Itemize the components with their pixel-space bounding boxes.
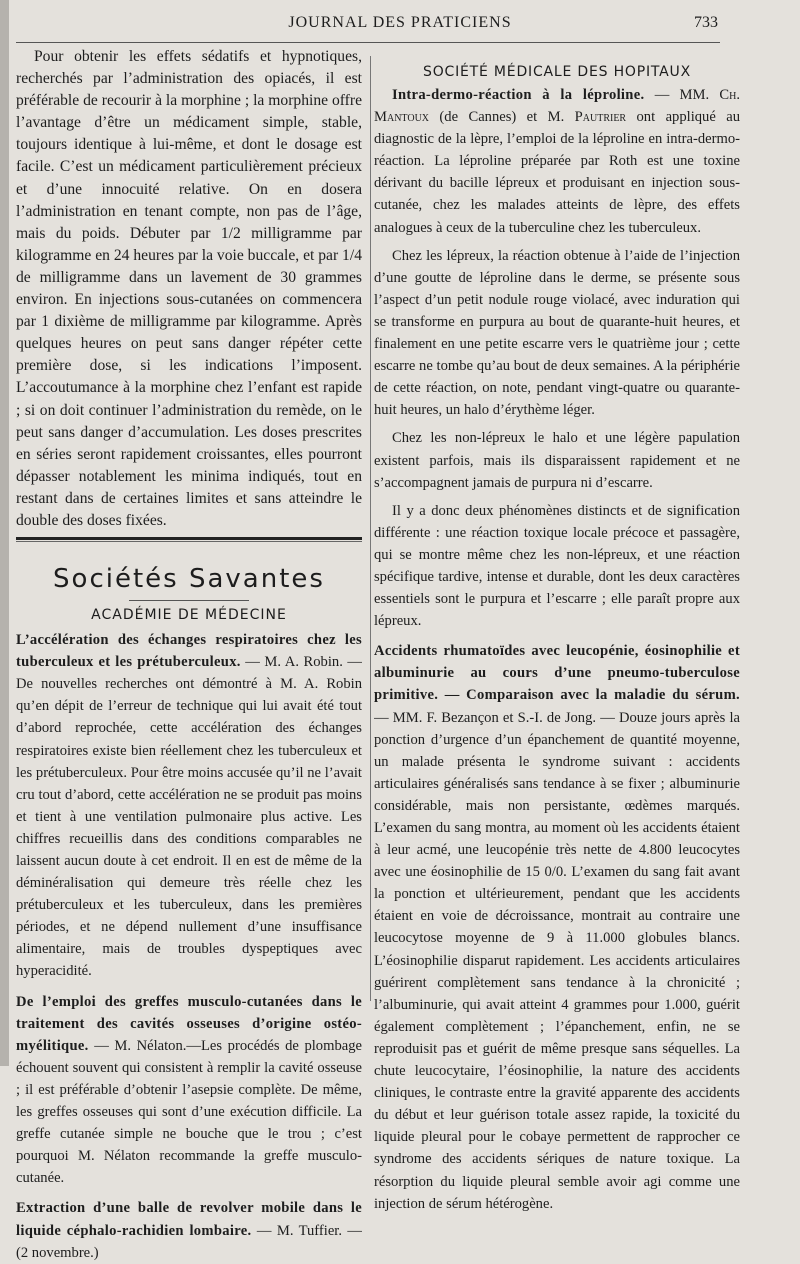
section-title: Sociétés Savantes [53, 564, 325, 595]
article-heading: Extraction d’une balle de revolver mobile dans le liquide céphalo-rachidien lombaire. [16, 1200, 362, 1239]
paragraph: Chez les lépreux, la réaction obtenue à l’aide de l’injection d’une goutte de léproline dans le derme, se présente sous l’aspect d’un petit nodule rouge violacé, avec induration qui se transforme en purpura au bout de quarante-huit heures, et finalement en une petite escarre vers le quatrième jour ; cette escarre ne tombe qu’au bout de deux semaines. A la périphérie de cette réaction, on note, pendant vingt-quatre ou quarante-huit heures, un halo d’érythème léger. [374, 247, 740, 419]
left-column [16, 46, 362, 1264]
article-body: —Les procédés de plombage échouent souvent qui consistent à remplir la cavité osseuse ; il est préférable d’obtenir l’asepsie complète. De même, les greffes osseuses qui sont d’une exécution difficile. La greffe cutanée simple ne bouche que le trou ; c’est pourquoi M. Nélaton recommande la greffe musculo-cutanée. [16, 1037, 362, 1187]
section-divider-thin [16, 541, 362, 542]
page-header [0, 0, 800, 40]
title-underline [129, 600, 249, 601]
article-tuffier [16, 1197, 362, 1263]
article-heading: Intra-dermo-réaction à la léproline. [392, 87, 645, 103]
society-title: SOCIÉTÉ MÉDICALE DES HOPITAUX [423, 64, 691, 80]
article-date: (2 novembre.) [16, 1244, 99, 1261]
article-heading: Accidents rhumatoïdes avec leucopénie, éosinophilie et albuminurie au cours d’une pneumo-tuberculose primitive. — Comparaison avec la maladie du sérum. [374, 643, 740, 704]
article-body: De nouvelles recherches ont démontré à M. A. Robin qu’en dépit de l’erreur de technique qui lui avait été tout d’abord reprochée, cette accélération des échanges respiratoires existe bien réellement chez les tuberculeux et les prétuberculeux. Pour être moins accusée qu’il ne l’avait cru tout d’abord, cette accélération ne se produit pas moins et tient à une ventilation pulmonaire plus active. Les chiffres recueillis dans des conditions comparables ne laissent aucun doute à cet endroit. Il en est de même de la déminéralisation qui demeure très réelle chez les prétuberculeux et les tuberculeux, dans les premières périodes, et ne dépend nullement d’une insuffisance alimentaire, mais de troubles dyspeptiques avec hyperacidité. [16, 676, 362, 980]
authors-mid: (de Cannes) et M. [429, 109, 575, 126]
article-bezancon [374, 640, 740, 1214]
right-column [374, 56, 740, 1215]
paragraph: Chez les non-lépreux le halo et une légère papulation existent parfois, mais ils disparaissent rapidement et ne s’accompagnent jamais de purpura ni d’escarre. [374, 430, 740, 491]
header-rule [16, 42, 720, 43]
article-author: — M. Tuffier. — [256, 1222, 362, 1239]
section-divider-thick [16, 537, 362, 540]
authors-prefix: — MM. [654, 87, 720, 103]
article-author: — M. Nélaton. [94, 1037, 187, 1054]
article-robin [16, 629, 362, 983]
article-body: — Douze jours après la ponction d’urgence d’un épanchement de quantité moyenne, un malade présenta le syndrome suivant : accidents articulaires généralisés sans tendance à se fixer ; albuminurie considérable, mais non persistante, œdèmes marqués. L’examen du sang montra, au moment où les accidents étaient à leur acmé, une leucopénie très nette de 4.800 leucocytes avec une éosinophilie de 15 0/0. L’examen du sang fait avant la ponction et ultérieurement, pendant que les accidents étaient en voie de décroissance, montrait au contraire une leucocytose moyenne de 9 à 11.000 globules blancs. L’éosinophilie disparut rapidement. Les accidents articulaires guérirent complètement sans tendance à la chronicité ; l’albuminurie, qui avait atteint 4 grammes pour 1.000, guérit également complètement ; l’épanchement, enfin, ne se reproduisit pas et guérit de même presque sans séquelles. La chute leucocytaire, l’éosinophilie, la nature des accidents cliniques, le contraste entre la gravité apparente des accidents du début et leur guérison totale assez rapide, la toxicité du liquide pleural pour le cobaye permettent de rapprocher ce syndrome des accidents sériques de nature toxique. La résorption du liquide pleural semble avoir agi comme une injection de sérum hétérogène. [374, 709, 740, 1212]
article-heading: De l’emploi des greffes musculo-cutanées dans le traitement des cavités osseuses d’origine ostéo-myélitique. [16, 993, 362, 1054]
author-name: Pautrier [574, 109, 627, 126]
author-name: Ch. Mantoux [374, 87, 740, 126]
page-binding-edge [0, 0, 9, 1066]
article-author: — M. A. Robin. — [245, 654, 362, 671]
academy-title: ACADÉMIE DE MÉDECINE [91, 607, 287, 624]
article-leproline [374, 84, 740, 239]
page-number: 733 [694, 14, 718, 31]
paragraph: Il y a donc deux phénomènes distincts et de signification différente : une réaction toxique locale précoce et passagère, qui se montre même chez les non-lépreux, et une réaction spécifique tardive, intense et durable, dont les deux caractères essentiels sont le purpura et l’escarre ; elle paraît propre aux lépreux. [374, 502, 740, 630]
article-nelaton [16, 991, 362, 1190]
running-title: JOURNAL DES PRATICIENS [288, 14, 512, 31]
article-body: ont appliqué au diagnostic de la lèpre, l’emploi de la léproline en intra-dermo-réaction. La léproline préparée par Roth est une toxine dérivant du bacille lépreux et produisant en injection sous-cutanée, chez les malades atteints de lèpre, des effets analogues à ceux de la tuberculine chez les tuberculeux. [374, 109, 740, 236]
article-heading: L’accélération des échanges respiratoires chez les tuberculeux et les prétuberculeux. [16, 632, 362, 671]
intro-paragraph: Pour obtenir les effets sédatifs et hypnotiques, recherchés par l’administration des opiacés, il est préférable de recourir à la morphine ; la morphine offre l’avantage d’être un médicament simple, stable, toujours identique à lui-même, et dont le dosage est facile. C’est un médicament particulièrement précieux et d’une innocuité relative. On en dosera l’administration en tenant compte, non pas de l’âge, mais du poids. Débuter par 1/2 milligramme par kilogramme en 24 heures par la voie buccale, et par 1/4 de milligramme dans un lavement de 30 grammes environ. En injections sous-cutanées on commencera par 1 dixième de milligramme par kilogramme. Après quelques heures on peut sans danger répéter cette première dose, si les indications l’imposent. L’accoutumance à la morphine chez l’enfant est rapide ; si on doit continuer l’administration du remède, on le peut sans danger d’accumulation. Les doses prescrites en séries seront rapidement croissantes, elles pourront dépasser notablement les minima indiqués, tout en restant dans de certaines limites et sans atteindre le double des doses fixées. [16, 48, 362, 529]
column-divider [370, 56, 371, 1001]
article-authors: — MM. F. Bezançon et S.-I. de Jong. [374, 709, 597, 726]
